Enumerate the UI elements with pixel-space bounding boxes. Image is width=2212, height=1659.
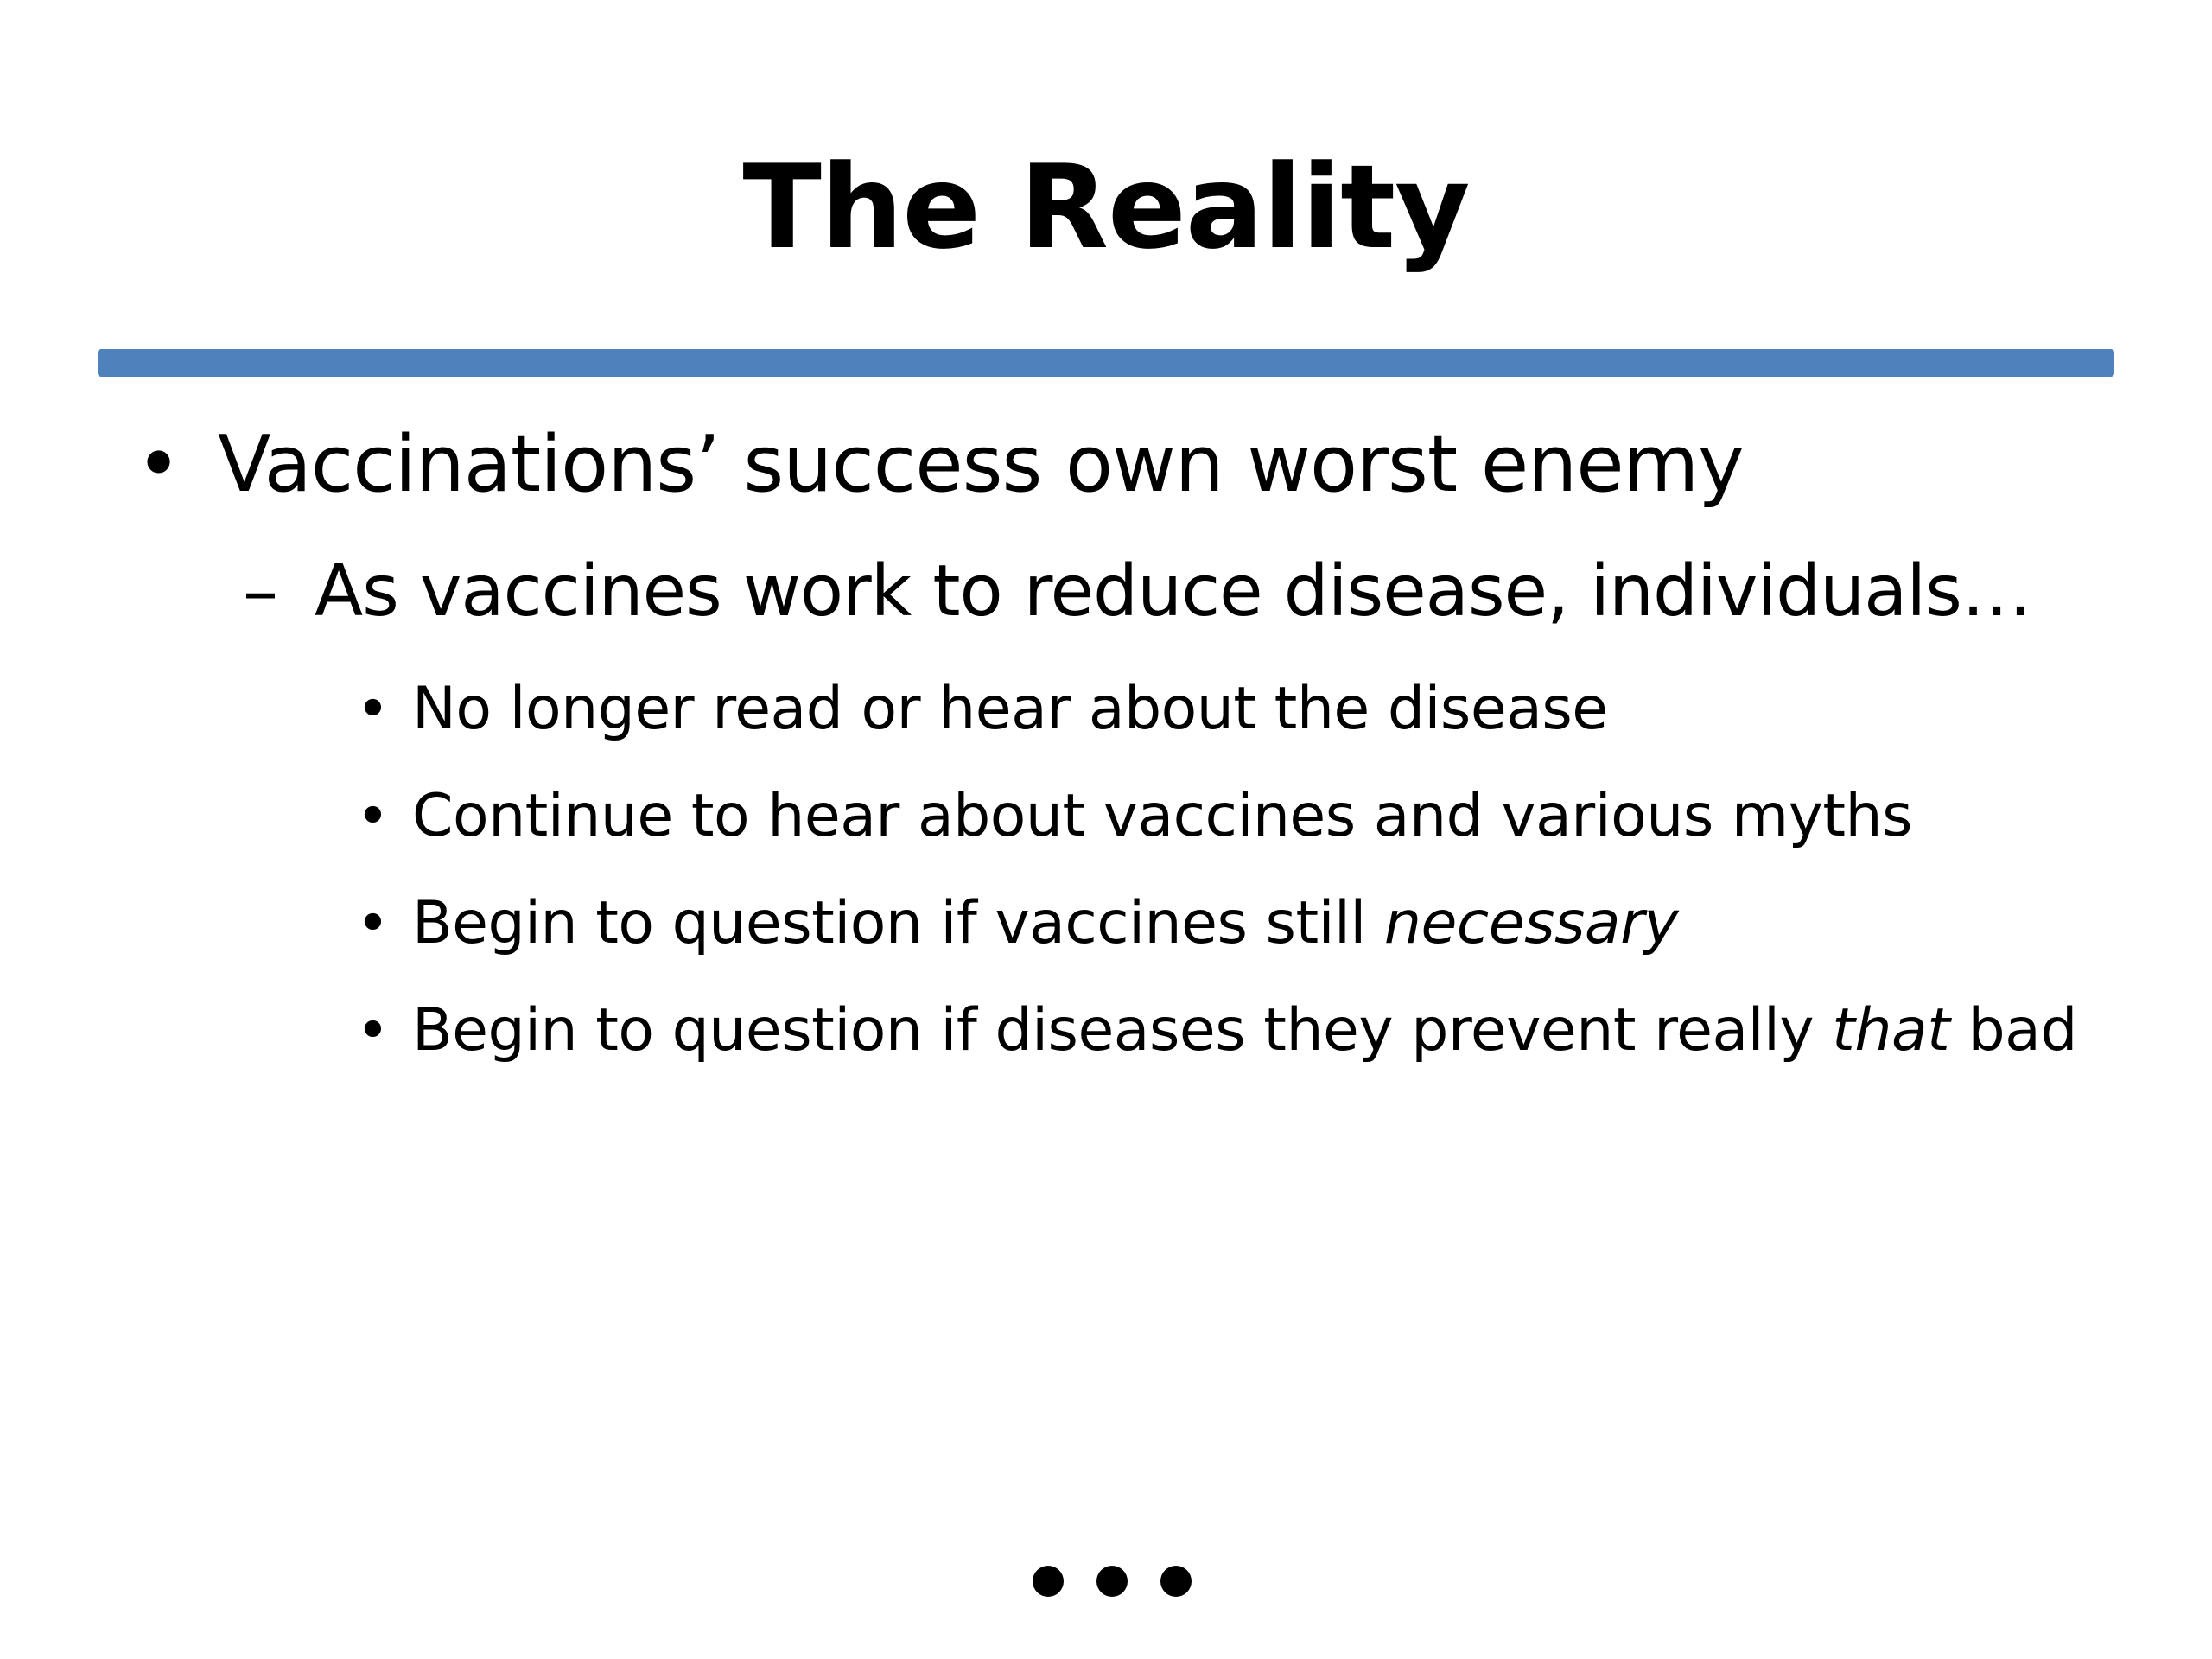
emphasis-text: that [1832,996,1950,1065]
ellipsis-dots-icon [1033,1566,1205,1609]
emphasis-text: necessary [1383,889,1679,957]
text-segment: Begin to question if diseases they prevent really [412,996,1833,1065]
sub-sub-bullet-marker: • [356,783,390,849]
sub-bullet-marker: – [243,550,278,632]
dot [1096,1566,1128,1597]
sub-sub-bullet-marker: • [356,890,390,957]
bullet-text: Vaccinations’ success own worst enemy [218,419,1744,510]
text-segment: Begin to question if vaccines still [412,889,1384,957]
sub-sub-bullet-text [412,885,1678,963]
sub-bullet-text: As vaccines work to reduce disease, individuals… [315,550,2031,632]
dot [1033,1566,1064,1597]
slide-title: The Reality [742,140,1470,275]
dot [1160,1566,1192,1597]
sub-sub-bullet-marker: • [356,997,390,1064]
sub-sub-bullet-text: Continue to hear about vaccines and various myths [412,782,1913,850]
bullet-marker: • [136,419,182,510]
sub-sub-bullet-text: No longer read or hear about the disease [412,675,1608,743]
sub-sub-bullet-text [412,992,2077,1070]
text-segment: bad [1949,996,2077,1065]
sub-sub-bullet-marker: • [356,676,390,742]
title-divider [98,349,2114,377]
